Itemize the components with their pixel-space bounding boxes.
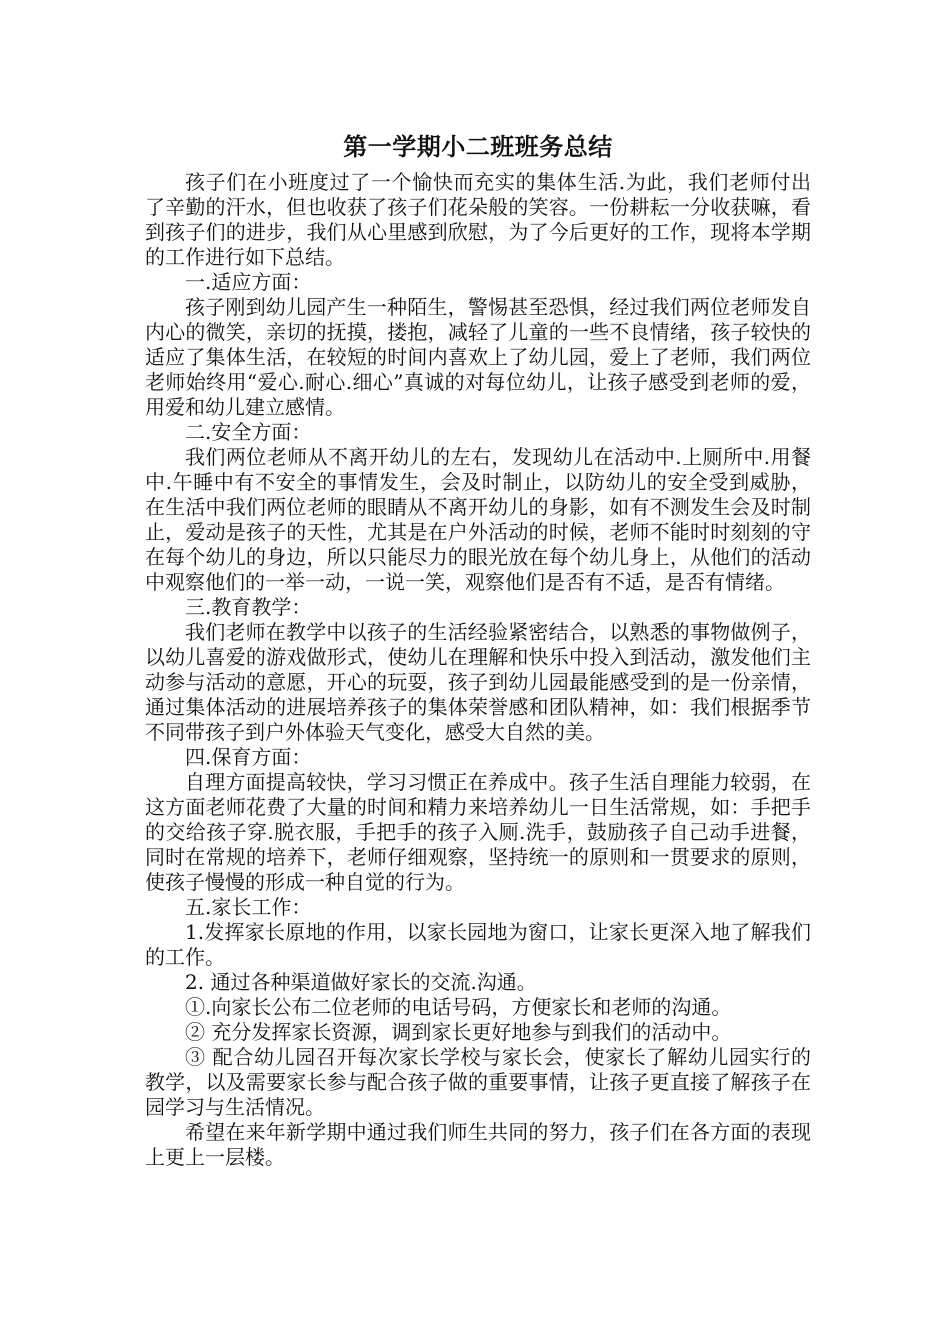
section-heading-care: 四.保育方面： (185, 745, 312, 769)
parents-item-2: 2. 通过各种渠道做好家长的交流.沟通。 (185, 970, 537, 994)
closing-paragraph: 希望在来年新学期中通过我们师生共同的努力，孩子们在各方面的表现上更上一层楼。 (145, 1120, 811, 1169)
adaptation-paragraph: 孩子刚到幼儿园产生一种陌生，警惕甚至恐惧，经过我们两位老师发自内心的微笑，亲切的抚摸，搂抱，减轻了儿童的一些不良情绪，孩子较快的适应了集体生活，在较短的时间内喜欢上了幼儿园，爱上了老师，我们两位老师始终用“爱心.耐心.细心”真诚的对每位幼儿，让孩子感受到老师的爱，用爱和幼儿建立感情。 (145, 295, 811, 419)
safety-paragraph: 我们两位老师从不离开幼儿的左右，发现幼儿在活动中.上厕所中.用餐中.午睡中有不安全的事情发生，会及时制止，以防幼儿的安全受到威胁，在生活中我们两位老师的眼睛从不离开幼儿的身影，如有不测发生会及时制止，爱动是孩子的天性，尤其是在户外活动的时候，老师不能时时刻刻的守在每个幼儿的身边，所以只能尽力的眼光放在每个幼儿身上，从他们的活动中观察他们的一举一动，一说一笑，观察他们是否有不适，是否有情绪。 (145, 445, 811, 594)
intro-paragraph: 孩子们在小班度过了一个愉快而充实的集体生活.为此，我们老师付出了辛勤的汗水，但也收获了孩子们花朵般的笑容。一份耕耘一分收获嘛，看到孩子们的进步，我们从心里感到欣慰，为了今后更好的工作，现将本学期的工作进行如下总结。 (145, 170, 811, 269)
parents-subitem-3: ③ 配合幼儿园召开每次家长学校与家长会，使家长了解幼儿园实行的教学，以及需要家长参与配合孩子做的重要事情，让孩子更直接了解孩子在园学习与生活情况。 (145, 1045, 811, 1119)
section-heading-teaching: 三.教育教学： (185, 595, 312, 619)
teaching-paragraph: 我们老师在教学中以孩子的生活经验紧密结合，以熟悉的事物做例子，以幼儿喜爱的游戏做形式，使幼儿在理解和快乐中投入到活动，激发他们主动参与活动的意愿，开心的玩耍，孩子到幼儿园最能感受到的是一份亲情，通过集体活动的进展培养孩子的集体荣誉感和团队精神，如：我们根据季节不同带孩子到户外体验天气变化，感受大自然的美。 (145, 620, 811, 744)
care-paragraph: 自理方面提高较快，学习习惯正在养成中。孩子生活自理能力较弱，在这方面老师花费了大量的时间和精力来培养幼儿一日生活常规，如：手把手的交给孩子穿.脱衣服，手把手的孩子入厕.洗手，鼓励孩子自己动手进餐，同时在常规的培养下，老师仔细观察，坚持统一的原则和一贯要求的原则，使孩子慢慢的形成一种自觉的行为。 (145, 770, 811, 894)
section-heading-adaptation: 一.适应方面： (185, 270, 312, 294)
document-page (145, 130, 811, 1170)
parents-subitem-2: ② 充分发挥家长资源，调到家长更好地参与到我们的活动中。 (185, 1020, 732, 1044)
section-heading-parents: 五.家长工作： (185, 895, 312, 919)
parents-subitem-1: ①.向家长公布二位老师的电话号码，方便家长和老师的沟通。 (185, 995, 732, 1019)
section-heading-safety: 二.安全方面： (185, 420, 312, 444)
parents-item-1: 1.发挥家长原地的作用，以家长园地为窗口，让家长更深入地了解我们的工作。 (145, 920, 811, 969)
document-title: 第一学期小二班班务总结 (343, 132, 613, 161)
